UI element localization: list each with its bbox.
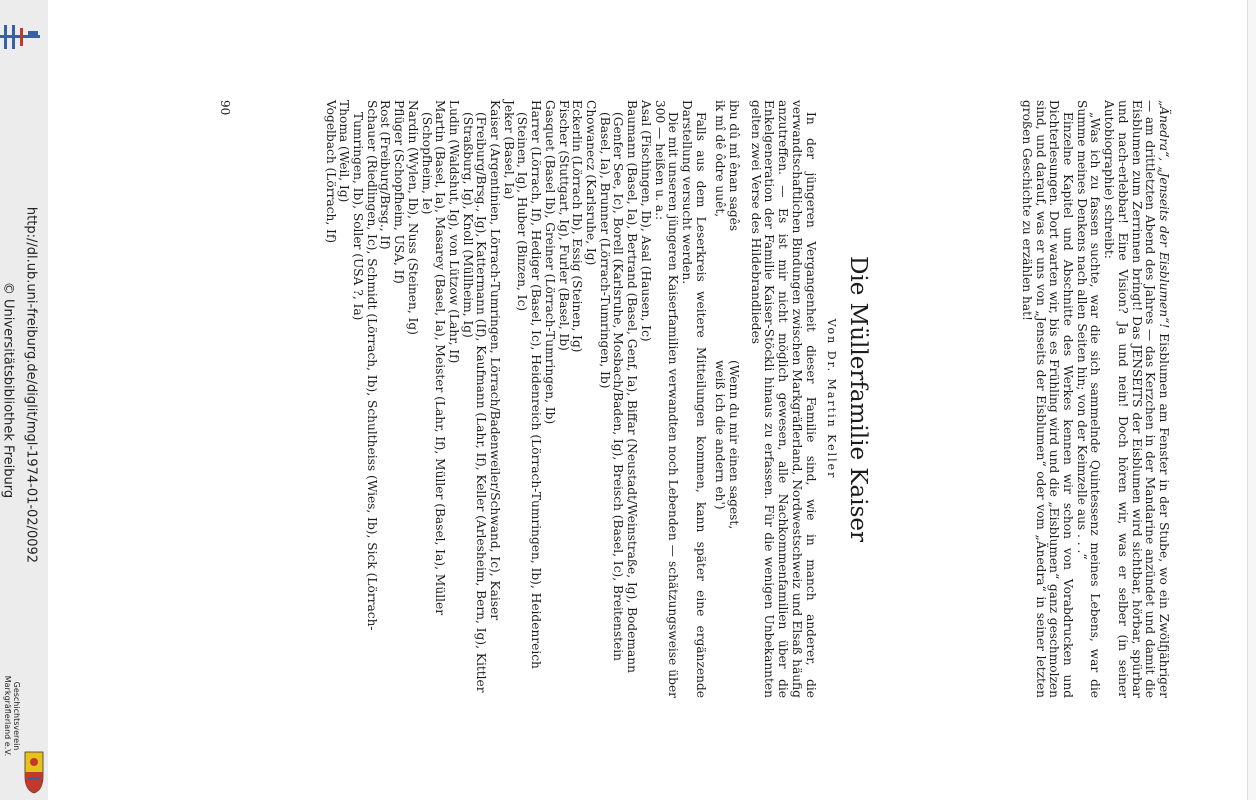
name-entry: Nardin (Wylen, Ib), Nuss (Steinen, Ig) <box>405 100 420 335</box>
verse-block <box>713 100 740 698</box>
intro-emphasis: „Änedra“, „Jenseits der Eisblumen“! <box>1157 100 1171 329</box>
name-entry: Chowanecz (Karlsruhe, Ig) <box>584 100 599 266</box>
scanned-page <box>215 100 1170 698</box>
name-entry: Thoma (Weil, Ig) <box>337 100 352 203</box>
right-edge <box>1247 0 1256 800</box>
quote-paragraph: „Was ich zu fassen suchte, war die sich sammelnde Quintessenz meines Lebens, war die Summe meines Denkens nach allen Seiten hin; von der Keimzelle aus . . .“ <box>1074 100 1103 698</box>
name-entry: Schauer (Riedlingen, Ic), Schmidt (Lörrach, Ib), Schultheiss (Wies, Ib), Sick (Lörrach-Tumringen, Ib), Soller (USA ?, Ia) <box>351 100 379 631</box>
name-entry: Asal (Fischingen, Ib), Asal (Hausen, Ic) <box>638 100 653 342</box>
page-number: 90 <box>218 100 232 116</box>
verse-original: ibu dû mî ênan sagês ik mî dê ôdre uuêt, <box>713 100 742 232</box>
society-name: Geschichtsverein Markgräflerland e.V. <box>3 675 21 757</box>
body-paragraph-3: Die mit unseren jüngeren Kaiserfamilien verwandten noch Lebenden — schätzungsweise über 300 — heißen u. a.: <box>652 100 681 698</box>
university-logo-icon <box>0 22 42 52</box>
copyright-notice: © Universitätsbibliothek Freiburg <box>0 281 16 499</box>
name-entry: Gasquet (Basel Ib), Greiner (Lörrach-Tumringen, Ib) <box>542 100 557 425</box>
name-entry: Kaiser (Argentinien, Lörrach-Tumringen, Lörrach/Badenweiler/Schwand, Ic), Kaiser (Freiburg/Brsg., Ig), Kattermann (If), Kaufmann (Lahr, If), Keller (Arlesheim, Bern, Ig), Kittler (Straßburg, Ig), Knoll (Müllheim, Ig) <box>460 100 503 693</box>
name-entry: Jeker (Basel, Ia) <box>501 100 516 200</box>
name-entry: Eckerlin (Lörrach Ib), Essig (Steinen, Ig) <box>570 100 585 353</box>
name-entry: Vogelbach (Lörrach, If) <box>323 100 338 244</box>
intro-paragraph-3: Einzelne Kapitel und Abschnitte des Werkes kennen wir schon von Vorabdrucken und Dichterlesungen. Dort warten wir, bis es Frühling wird und die „Eisblumen“ ganz geschmolzen sind, und darauf, was er uns von „Jenseits der Eisblumen“ oder vom „Änedra“ in seiner letzten großen Geschichte zu erzählen hat! <box>1019 100 1076 698</box>
name-entry: Fischer (Stuttgart, Ig), Furler (Basel, Ib) <box>556 100 571 351</box>
name-entry: Rost (Freiburg/Brsg., If) <box>378 100 393 250</box>
article-author: Von Dr. Martin Keller <box>825 318 839 480</box>
name-list <box>323 100 652 698</box>
name-entry: Pflüger (Schopfheim, USA, If) <box>392 100 407 284</box>
body-paragraph-1: In der jüngeren Vergangenheit dieser Familie sind, wie in manch anderer, die verwandtschaftlichen Bindungen zwischen Markgräflerland, Nordwestschweiz und Elsaß häufig anzutreffen. — Es ist mir nicht möglich gewesen, alle Nachkommenfamilien über die Enkelgeneration der Familie Kaiser-Stöckli hinaus zu erfassen. Für die wenigen Unbekannten gelten zwei Verse des Hildebrandliedes <box>748 100 818 698</box>
article-title: Die Müllerfamilie Kaiser <box>845 255 872 543</box>
source-url[interactable]: http://dl.ub.uni-freiburg.de/diglit/mgl-1974-01-02/0092 <box>23 206 39 564</box>
intro-paragraph <box>1101 100 1170 698</box>
verse-translation: (Wenn du mir einen sagest, weiß ich die andern eh') <box>713 360 742 530</box>
body-paragraph-2: Falls aus dem Leserkreis weitere Mitteilungen kommen, kann später eine ergänzende Darstellung versucht werden. <box>679 100 708 698</box>
document-viewport[interactable] <box>48 0 1248 800</box>
name-entry: Baumann (Basel, Ia), Bertrand (Basel, Genf, Ia), Biffar (Neustadt/Weinstraße, Ig), Bodemann (Genfer See, Ic), Borell (Karlsruhe, Mosbach/Baden, Ig), Breisch (Basel, Ic), Breitenstein (Basel, Ia), Brunner (Lörrach-Tumringen, Ib) <box>597 100 640 673</box>
name-entry: Harrer (Lörrach, If), Hediger (Basel, Ic), Heidenreich (Lörrach-Tumringen, Ib), Heidenreich (Steinen, Ig), Huber (Binzen, Ic) <box>515 100 544 669</box>
name-entry: Ludin (Waldshut, Ig), von Lützow (Lahr, If) <box>446 100 461 364</box>
viewer-sidebar <box>0 0 48 800</box>
name-entry: Martin (Basel, Ia), Masarey (Basel, Ia), Meister (Lahr, If), Müller (Basel, Ia), Müller (Schopfheim, Ie) <box>419 100 448 616</box>
coat-of-arms-icon <box>24 750 44 794</box>
intro-text: Eisblumen am Fenster in der Stube, wo ein Zwölfjähriger — am drittletzten Abend des Jahres — das Kerzchen in der Mandarine anzündet und damit die Eisblumen zum Zerrinnen bringt! Das JENSEITS der Eisblumen wird sichtbar, hörbar, spürbar und nach-erlebbar! Eine Vision? Ja und nein! Doch hören wir, was er selber (in seiner Autobiographie) schreibt: <box>1102 100 1171 698</box>
